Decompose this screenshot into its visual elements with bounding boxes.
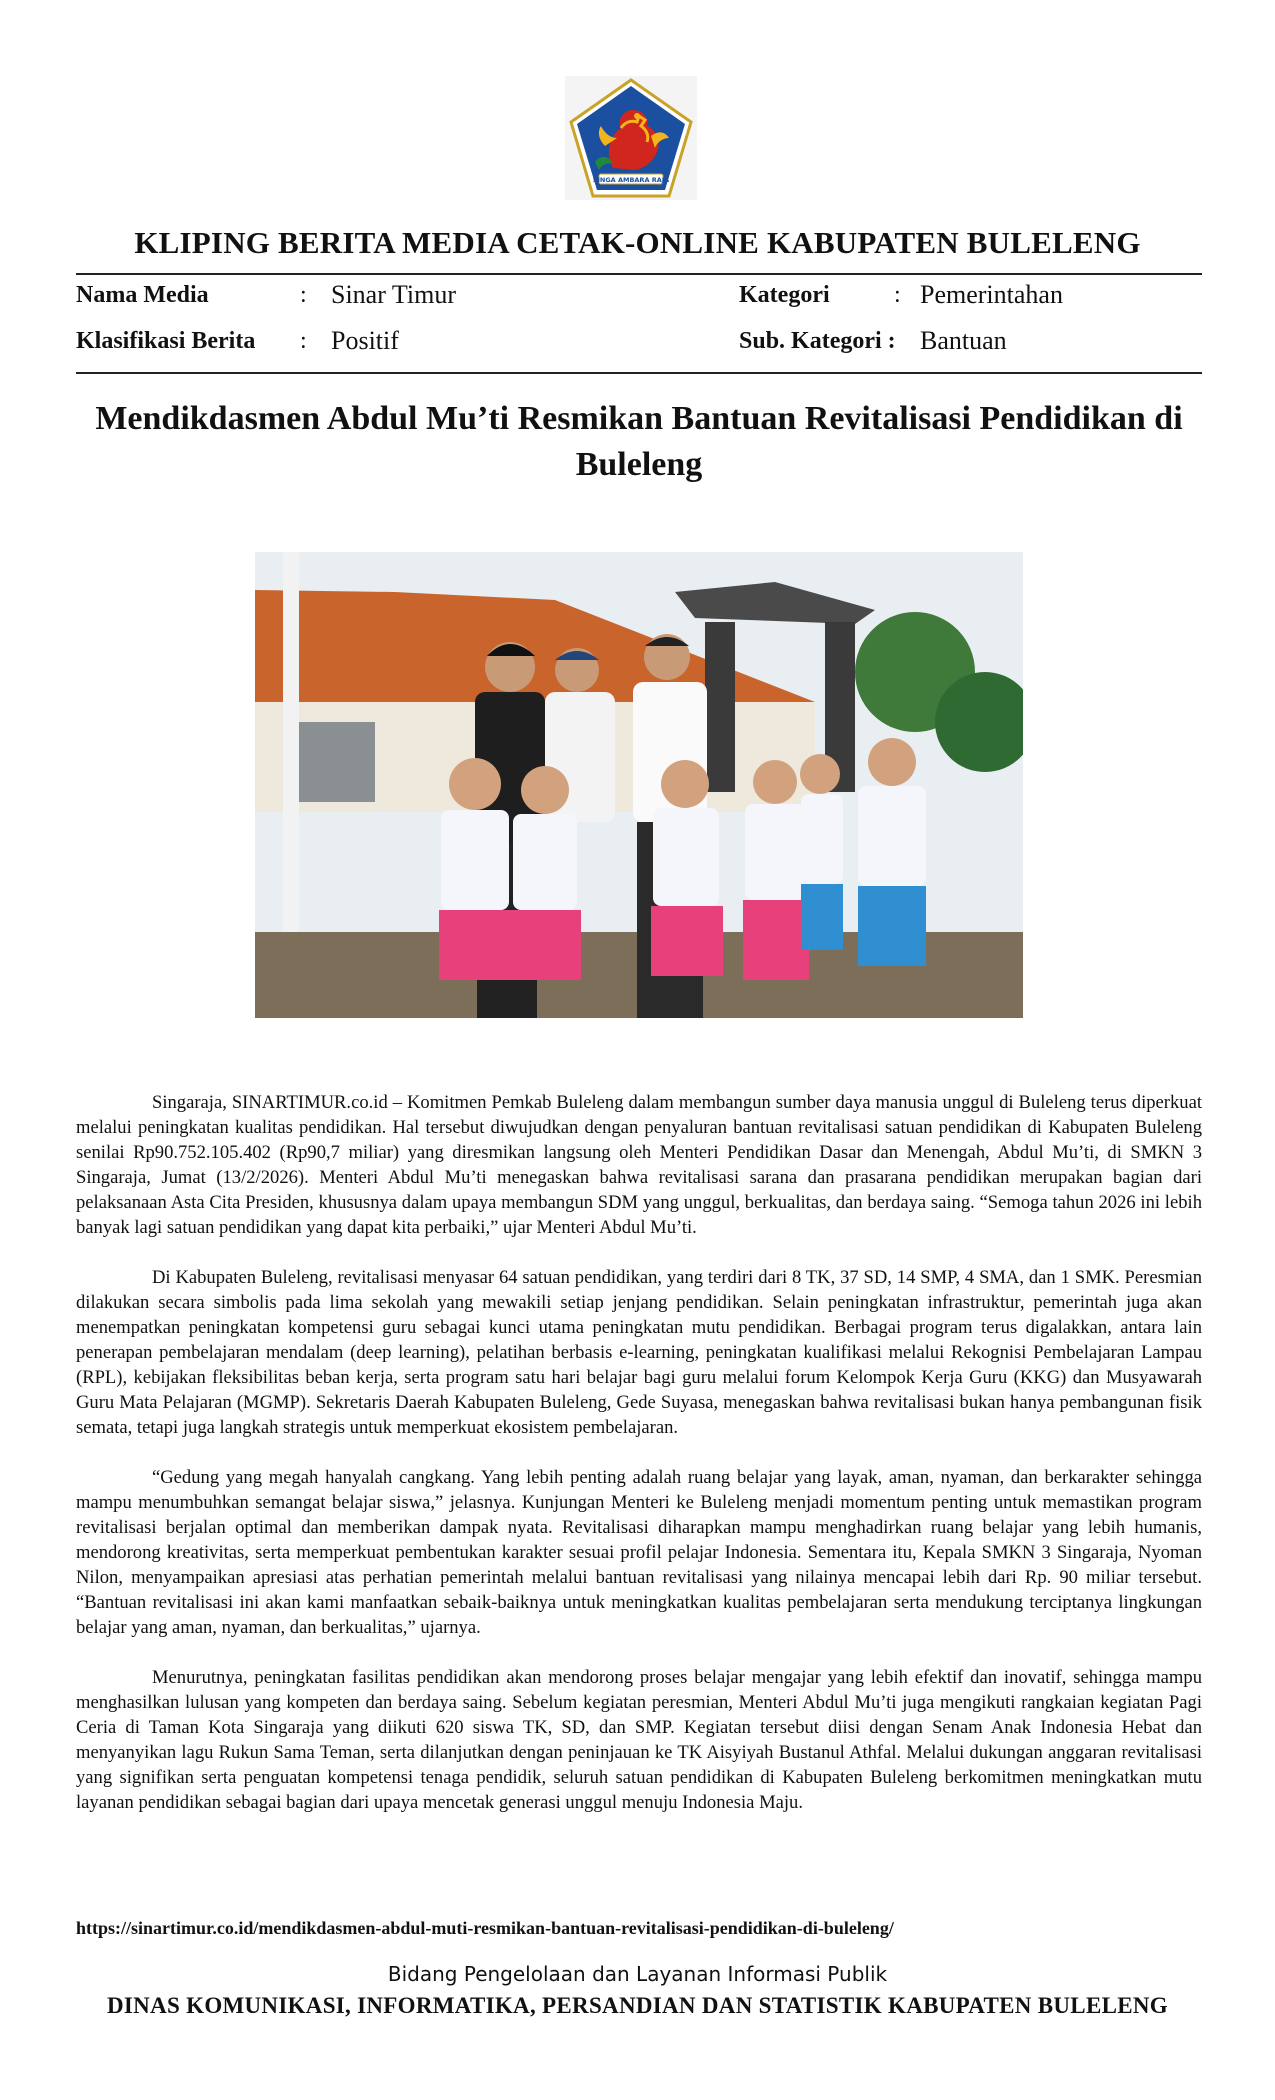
nama-media-label: Nama Media [76, 282, 209, 308]
footer-agency: DINAS KOMUNIKASI, INFORMATIKA, PERSANDIAN DAN STATISTIK KABUPATEN BULELENG [107, 1993, 1168, 2018]
nama-media-value: Sinar Timur [331, 280, 456, 309]
footer-department: Bidang Pengelolaan dan Layanan Informasi Publik [387, 1962, 888, 1986]
divider-top [76, 273, 1202, 275]
article-photo [255, 552, 1023, 1018]
klasifikasi-label: Klasifikasi Berita [76, 328, 256, 354]
article-paragraph-1: Singaraja, SINARTIMUR.co.id – Komitmen Pemkab Buleleng dalam membangun sumber daya manusia unggul di Buleleng terus diperkuat melalui peningkatan kualitas pendidikan. Hal tersebut diwujudkan dengan penyaluran bantuan revitalisasi satuan pendidikan di Kabupaten Buleleng senilai Rp90.752.105.402 (Rp90,7 miliar) yang diresmikan langsung oleh Menteri Pendidikan Dasar dan Menengah, Abdul Mu’ti, di SMKN 3 Singaraja, Jumat (13/2/2026). Menteri Abdul Mu’ti menegaskan bahwa revitalisasi sarana dan prasarana pendidikan merupakan bagian dari pelaksanaan Asta Cita Presiden, khususnya dalam upaya membangun SDM yang unggul, berkualitas, dan berdaya saing. “Semoga tahun 2026 ini lebih banyak lagi satuan pendidikan yang dapat kita perbaiki,” ujar Menteri Abdul Mu’ti. [76, 1092, 1202, 1238]
sub-kategori-label: Sub. Kategori : [739, 328, 896, 354]
clipping-header-title: KLIPING BERITA MEDIA CETAK-ONLINE KABUPATEN BULELENG [134, 225, 1141, 260]
article-title: Mendikdasmen Abdul Mu’ti Resmikan Bantuan Revitalisasi Pendidikan di Buleleng [95, 400, 1183, 483]
buleleng-logo [565, 76, 697, 200]
meta-row-1 [76, 280, 1202, 320]
kategori-colon: : [894, 282, 901, 308]
meta-row-2 [76, 326, 1202, 366]
kategori-label: Kategori [739, 282, 830, 308]
source-url-link[interactable]: https://sinartimur.co.id/mendikdasmen-abdul-muti-resmikan-bantuan-revitalisasi-pendidikan-di-buleleng/ [76, 1918, 894, 1938]
media-meta-block [76, 280, 1202, 370]
logo-text: SINGA AMBARA RAJA [592, 176, 670, 184]
article-paragraph-2: Di Kabupaten Buleleng, revitalisasi menyasar 64 satuan pendidikan, yang terdiri dari 8 TK, 37 SD, 14 SMP, 4 SMA, dan 1 SMK. Peresmian dilakukan secara simbolis pada lima sekolah yang mewakili setiap jenjang pendidikan. Selain peningkatan infrastruktur, pemerintah juga akan menempatkan peningkatan kompetensi guru sebagai kunci utama peningkatan mutu pendidikan. Berbagai program terus digalakkan, antara lain penerapan pembelajaran mendalam (deep learning), pelatihan berbasis e-learning, peningkatan kualifikasi melalui Rekognisi Pembelajaran Lampau (RPL), kebijakan fleksibilitas beban kerja, serta program satu hari belajar bagi guru melalui forum Kelompok Kerja Guru (KKG) dan Musyawarah Guru Mata Pelajaran (MGMP). Sekretaris Daerah Kabupaten Buleleng, Gede Suyasa, menegaskan bahwa revitalisasi bukan hanya pembangunan fisik semata, tetapi juga langkah strategis untuk memperkuat ekosistem pembelajaran. [76, 1267, 1202, 1438]
article-paragraph-4: Menurutnya, peningkatan fasilitas pendidikan akan mendorong proses belajar mengajar yang lebih efektif dan inovatif, sehingga mampu menghasilkan lulusan yang kompeten dan berdaya saing. Sebelum kegiatan peresmian, Menteri Abdul Mu’ti juga mengikuti rangkaian kegiatan Pagi Ceria di Taman Kota Singaraja yang diikuti 620 siswa TK, SD, dan SMP. Kegiatan tersebut diisi dengan Senam Anak Indonesia Hebat dan menyanyikan lagu Rukun Sama Teman, serta dilanjutkan dengan peninjauan ke TK Aisyiyah Bustanul Athfal. Melalui dukungan anggaran revitalisasi yang signifikan serta penguatan kompetensi tenaga pendidik, seluruh satuan pendidikan di Kabupaten Buleleng berkomitmen meningkatkan mutu layanan pendidikan sebagai bagian dari upaya mencetak generasi unggul menuju Indonesia Maju. [76, 1667, 1202, 1813]
divider-bottom [76, 372, 1202, 374]
kategori-value: Pemerintahan [920, 280, 1063, 309]
article-paragraph-3: “Gedung yang megah hanyalah cangkang. Yang lebih penting adalah ruang belajar yang layak, aman, nyaman, dan berkarakter sehingga mampu menumbuhkan semangat belajar siswa,” jelasnya. Kunjungan Menteri ke Buleleng menjadi momentum penting untuk memastikan program revitalisasi berjalan optimal dan memberikan dampak nyata. Revitalisasi diharapkan mampu menghadirkan ruang belajar yang lebih humanis, mendorong kreativitas, serta memperkuat pembentukan karakter sesuai profil pelajar Indonesia. Sementara itu, Kepala SMKN 3 Singaraja, Nyoman Nilon, menyampaikan apresiasi atas perhatian pemerintah melalui bantuan revitalisasi yang nilainya mencapai lebih dari Rp. 90 miliar tersebut. “Bantuan revitalisasi ini akan kami manfaatkan sebaik-baiknya untuk meningkatkan kualitas pembelajaran serta mendukung terciptanya lingkungan belajar yang aman, nyaman, dan berkualitas,” ujarnya. [76, 1467, 1202, 1638]
nama-media-colon: : [300, 282, 307, 308]
klasifikasi-colon: : [300, 328, 307, 354]
article-body [76, 1090, 1202, 1840]
klasifikasi-value: Positif [331, 326, 399, 355]
sub-kategori-value: Bantuan [920, 326, 1007, 355]
